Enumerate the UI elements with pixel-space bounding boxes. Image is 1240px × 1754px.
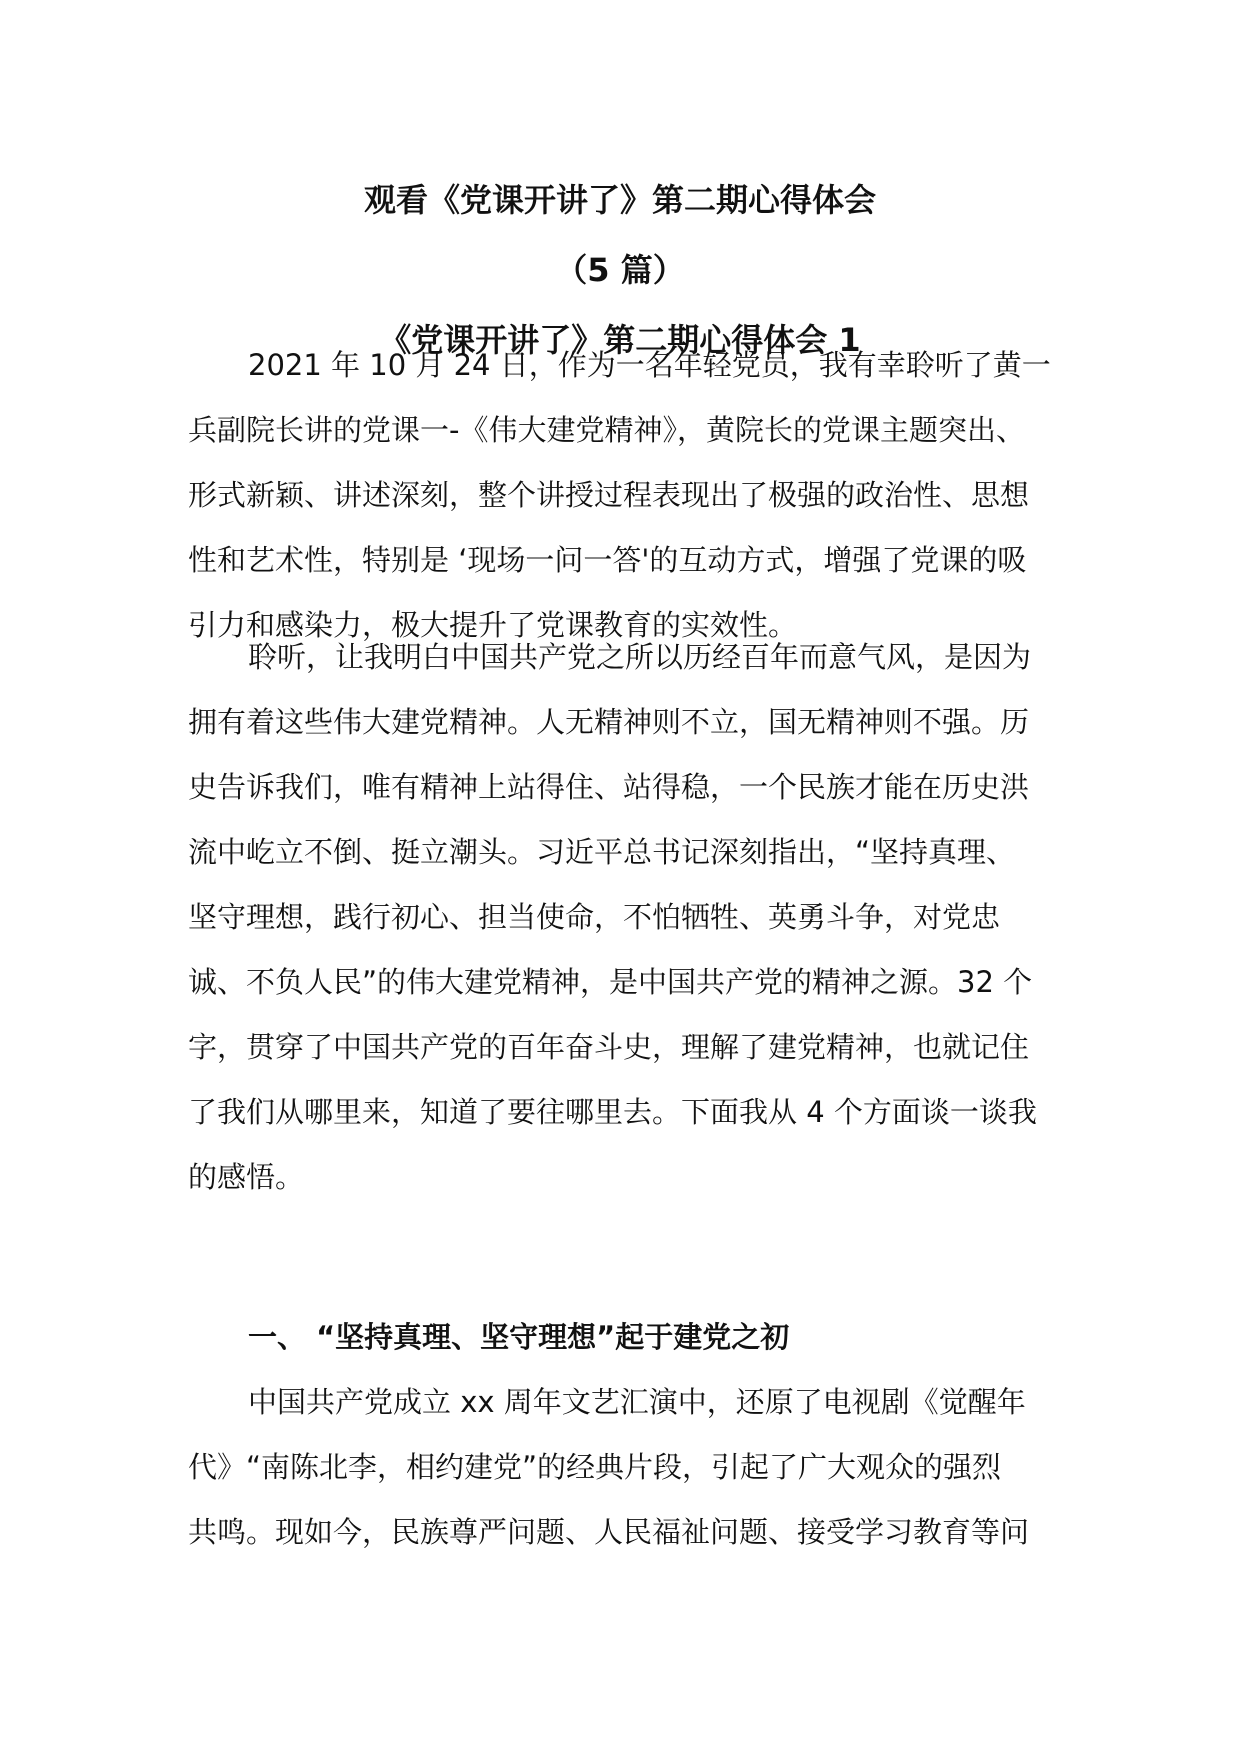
paragraph-line: 中国共产党成立 xx 周年文艺汇演中，还原了电视剧《觉醒年 — [248, 1385, 1026, 1419]
paragraph-line: 拥有着这些伟大建党精神。人无精神则不立，国无精神则不强。历 — [188, 705, 1030, 739]
paragraph-line: 2021 年 10 月 24 日，作为一名年轻党员，我有幸聆听了黄一 — [248, 348, 1051, 382]
paragraph-line: 代》“南陈北李，相约建党”的经典片段，引起了广大观众的强烈 — [188, 1450, 1002, 1484]
paragraph-line: 了我们从哪里来，知道了要往哪里去。下面我从 4 个方面谈一谈我 — [188, 1095, 1037, 1129]
paragraph-line: 共鸣。现如今，民族尊严问题、人民福祉问题、接受学习教育等问 — [188, 1515, 1030, 1549]
document-title: 观看《党课开讲了》第二期心得体会 — [363, 181, 876, 219]
paragraph-line: 的感悟。 — [188, 1160, 305, 1194]
paragraph-line: 坚守理想，践行初心、担当使命，不怕牺牲、英勇斗争，对党忠 — [188, 900, 1001, 934]
section-subtitle: 《党课开讲了》第二期心得体会 1 — [379, 321, 861, 359]
paragraph-3 — [188, 1370, 1058, 1565]
section-heading-1 — [188, 1305, 1058, 1370]
paragraph-line: 史告诉我们，唯有精神上站得住、站得稳，一个民族才能在历史洪 — [188, 770, 1030, 804]
paragraph-line: 性和艺术性，特别是 ‘现场一问一答'的互动方式，增强了党课的吸 — [188, 543, 1027, 577]
paragraph-line: 流中屹立不倒、挺立潮头。习近平总书记深刻指出，“坚持真理、 — [188, 835, 1016, 869]
paragraph-1 — [188, 333, 1058, 658]
paragraph-2 — [188, 625, 1058, 1210]
paragraph-line: 聆听，让我明白中国共产党之所以历经百年而意气风，是因为 — [248, 640, 1032, 674]
paragraph-line: 引力和感染力，极大提升了党课教育的实效性。 — [188, 608, 798, 642]
document-title-count: （5 篇） — [555, 251, 685, 289]
section-heading-text: 一、 “坚持真理、坚守理想”起于建党之初 — [248, 1320, 790, 1354]
paragraph-line: 字，贯穿了中国共产党的百年奋斗史，理解了建党精神，也就记住 — [188, 1030, 1030, 1064]
paragraph-line: 诚、不负人民”的伟大建党精神，是中国共产党的精神之源。32 个 — [188, 965, 1033, 999]
paragraph-line: 兵副院长讲的党课一-《伟大建党精神》，黄院长的党课主题突出、 — [188, 413, 1025, 447]
paragraph-line: 形式新颖、讲述深刻，整个讲授过程表现出了极强的政治性、思想 — [188, 478, 1030, 512]
